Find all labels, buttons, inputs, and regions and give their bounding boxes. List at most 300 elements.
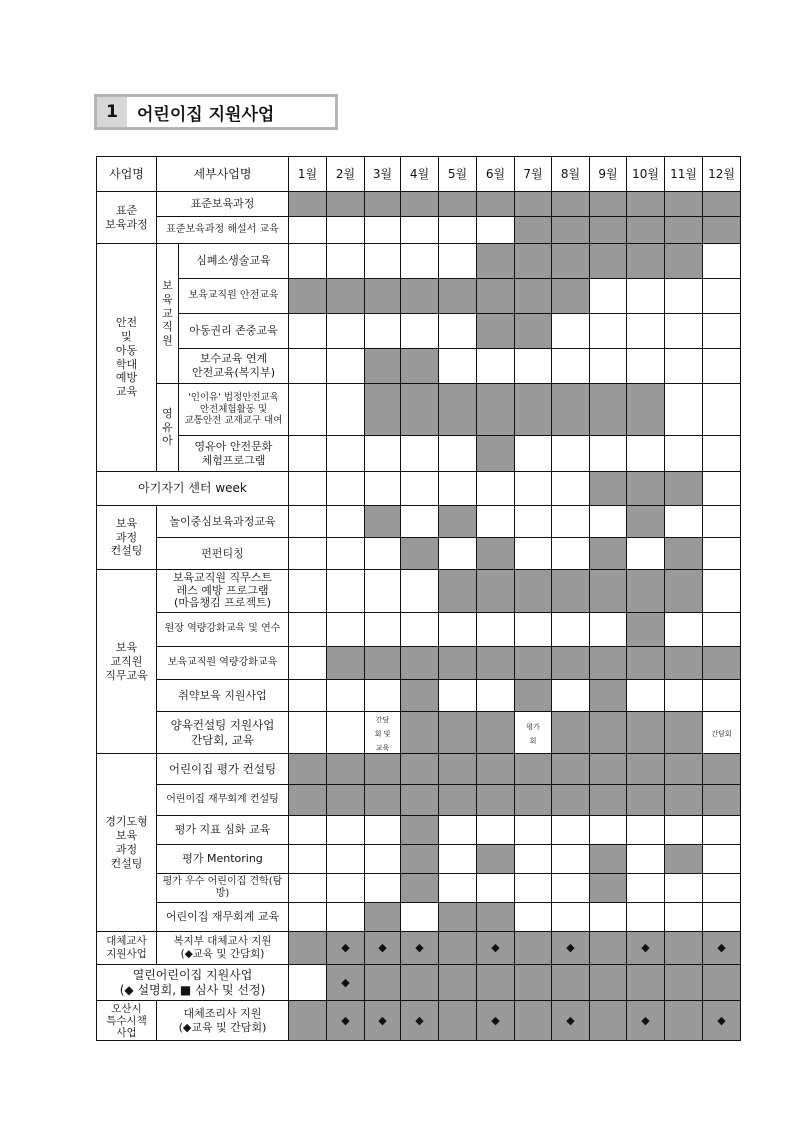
- month-cell-active: [477, 538, 515, 570]
- month-cell: [327, 903, 365, 932]
- month-cell-active: [477, 244, 515, 279]
- month-cell-active: [477, 712, 515, 754]
- month-cell-active: [590, 845, 627, 874]
- month-cell-active: [365, 506, 401, 538]
- month-cell: [627, 903, 665, 932]
- month-cell: [365, 436, 401, 472]
- month-cell-active: [401, 816, 439, 845]
- month-cell: [665, 680, 703, 712]
- table-row: [97, 754, 741, 785]
- month-cell: [327, 613, 365, 647]
- month-cell: [703, 384, 741, 436]
- month-cell-active: [627, 244, 665, 279]
- month-cell-active: [477, 903, 515, 932]
- month-cell: [289, 816, 327, 845]
- row-label: 펀펀티칭: [157, 538, 289, 570]
- row-label: 어린이집 재무회계 컨설팅: [157, 785, 289, 816]
- month-cell-marked: ◆: [627, 1001, 665, 1041]
- header-month: 5월: [439, 157, 477, 192]
- table-row: [97, 845, 741, 874]
- month-cell: [365, 845, 401, 874]
- month-cell: [703, 472, 741, 506]
- group-staff: [97, 570, 157, 754]
- subgroup-teachers: [157, 244, 179, 384]
- month-cell: [289, 647, 327, 680]
- month-cell-active: [289, 932, 327, 965]
- month-cell-active: [590, 712, 627, 754]
- row-label: 보육교직원 직무스트 레스 예방 프로그램 (마음챙김 프로젝트): [157, 570, 289, 613]
- month-cell-active: [365, 903, 401, 932]
- month-cell: [439, 472, 477, 506]
- month-cell-active: [665, 472, 703, 506]
- month-cell-marked: ◆: [703, 932, 741, 965]
- month-cell-active: [327, 192, 365, 217]
- month-cell-active: [401, 712, 439, 754]
- header-month: 12월: [703, 157, 741, 192]
- month-cell: [703, 845, 741, 874]
- month-cell: [439, 538, 477, 570]
- month-cell: [365, 244, 401, 279]
- table-row: [97, 217, 741, 244]
- month-cell: [327, 538, 365, 570]
- month-cell: [665, 314, 703, 349]
- month-cell-active: [590, 384, 627, 436]
- month-cell-marked: ◆: [327, 1001, 365, 1041]
- month-cell: [289, 436, 327, 472]
- month-cell-active: [665, 932, 703, 965]
- month-cell: [590, 314, 627, 349]
- month-cell-active: [439, 903, 477, 932]
- month-cell: [477, 613, 515, 647]
- group-osan: [97, 1001, 157, 1041]
- row-label: 어린이집 재무회계 교육: [157, 903, 289, 932]
- month-cell: [477, 816, 515, 845]
- month-cell-active: [477, 570, 515, 613]
- month-cell-active: [401, 192, 439, 217]
- month-cell: [665, 279, 703, 314]
- row-label: 원장 역량강화교육 및 연수: [157, 613, 289, 647]
- month-cell-active: [401, 349, 439, 384]
- month-cell-active: [552, 712, 590, 754]
- month-cell-active: [515, 570, 552, 613]
- month-cell-active: [515, 244, 552, 279]
- month-cell: [289, 712, 327, 754]
- row-label: 열린어린이집 지원사업 (◆ 설명회, ■ 심사 및 선정): [97, 965, 289, 1001]
- month-cell-active: [439, 754, 477, 785]
- month-cell: [552, 613, 590, 647]
- month-cell: [289, 349, 327, 384]
- month-cell: [703, 816, 741, 845]
- month-cell-active: [439, 570, 477, 613]
- header-month: 9월: [590, 157, 627, 192]
- month-cell: [515, 816, 552, 845]
- month-cell-active: [289, 279, 327, 314]
- month-cell: [590, 816, 627, 845]
- month-cell-active: [515, 217, 552, 244]
- month-cell: [327, 712, 365, 754]
- month-cell: [289, 384, 327, 436]
- header-month: 4월: [401, 157, 439, 192]
- month-cell: [703, 349, 741, 384]
- month-cell-marked: ◆: [552, 1001, 590, 1041]
- month-cell-active: [590, 244, 627, 279]
- header-program: 사업명: [97, 157, 157, 192]
- month-cell: [401, 244, 439, 279]
- month-cell-active: [401, 845, 439, 874]
- group-consult: [97, 506, 157, 570]
- month-cell-active: [665, 538, 703, 570]
- month-cell: [515, 538, 552, 570]
- row-label: 양육컨설팅 지원사업 간담회, 교육: [157, 712, 289, 754]
- month-cell: [439, 680, 477, 712]
- month-cell: [477, 680, 515, 712]
- month-cell-active: [627, 712, 665, 754]
- month-cell-active: [365, 349, 401, 384]
- month-cell-active: [665, 217, 703, 244]
- month-cell-active: [665, 192, 703, 217]
- month-cell-active: [552, 570, 590, 613]
- table-row: [97, 647, 741, 680]
- month-cell-active: [590, 1001, 627, 1041]
- month-cell-active: [439, 932, 477, 965]
- month-cell-active: [552, 647, 590, 680]
- month-cell: [552, 845, 590, 874]
- group-label: 보육 과정 컨설팅: [110, 516, 143, 558]
- month-cell: [439, 613, 477, 647]
- month-cell: [289, 845, 327, 874]
- month-cell-active: [590, 647, 627, 680]
- month-cell: [439, 874, 477, 903]
- row-label: 대체조리사 지원 (◆교육 및 간담회): [157, 1001, 289, 1041]
- month-cell-active: [590, 192, 627, 217]
- month-cell: [703, 874, 741, 903]
- month-cell: [703, 903, 741, 932]
- month-cell: [703, 244, 741, 279]
- month-cell: [327, 680, 365, 712]
- month-cell-active: [439, 712, 477, 754]
- month-cell: [327, 472, 365, 506]
- month-cell-active: [703, 192, 741, 217]
- month-cell-marked: ◆: [552, 932, 590, 965]
- month-cell-active: [401, 965, 439, 1001]
- note-march: [365, 712, 401, 754]
- month-cell: [515, 903, 552, 932]
- month-cell-active: [439, 506, 477, 538]
- month-cell-active: [590, 965, 627, 1001]
- month-cell: [439, 436, 477, 472]
- row-label: 평가 우수 어린이집 견학(탐방): [157, 874, 289, 903]
- month-cell: [552, 816, 590, 845]
- note-text: 간담 회 및 교육: [374, 716, 391, 752]
- table-row: [97, 192, 741, 217]
- month-cell: [665, 436, 703, 472]
- month-cell: [665, 816, 703, 845]
- month-cell: [552, 314, 590, 349]
- month-cell-active: [515, 680, 552, 712]
- month-cell: [289, 965, 327, 1001]
- section-heading: [94, 94, 338, 130]
- group-safety: [97, 244, 157, 472]
- month-cell-active: [515, 384, 552, 436]
- month-cell: [627, 314, 665, 349]
- month-cell: [401, 472, 439, 506]
- month-cell: [289, 506, 327, 538]
- month-cell: [703, 570, 741, 613]
- month-cell: [703, 538, 741, 570]
- month-cell-active: [552, 244, 590, 279]
- row-label: 복지부 대체교사 지원 (◆교육 및 간담회): [157, 932, 289, 965]
- month-cell-active: [703, 647, 741, 680]
- month-cell-active: [627, 192, 665, 217]
- month-cell-active: [703, 785, 741, 816]
- month-cell: [401, 903, 439, 932]
- month-cell: [401, 613, 439, 647]
- month-cell-active: [477, 314, 515, 349]
- month-cell-active: [439, 384, 477, 436]
- table-row: [97, 279, 741, 314]
- table-row: [97, 436, 741, 472]
- month-cell-active: [590, 217, 627, 244]
- month-cell: [365, 314, 401, 349]
- month-cell-active: [439, 647, 477, 680]
- month-cell: [552, 436, 590, 472]
- month-cell: [289, 217, 327, 244]
- row-label: 보육교직원 역량강화교육: [157, 647, 289, 680]
- table-row: [97, 506, 741, 538]
- month-cell: [401, 570, 439, 613]
- month-cell: [401, 314, 439, 349]
- month-cell: [289, 680, 327, 712]
- month-cell-active: [627, 570, 665, 613]
- month-cell: [665, 613, 703, 647]
- header-row: [97, 157, 741, 192]
- month-cell-active: [665, 965, 703, 1001]
- month-cell-active: [477, 647, 515, 680]
- month-cell: [289, 314, 327, 349]
- month-cell: [365, 472, 401, 506]
- month-cell-marked: ◆: [401, 1001, 439, 1041]
- month-cell-active: [327, 785, 365, 816]
- group-substitute: [97, 932, 157, 965]
- row-label: 놀이중심보육과정교육: [157, 506, 289, 538]
- month-cell: [552, 538, 590, 570]
- row-label: 아동권리 존중교육: [179, 314, 289, 349]
- header-month: 10월: [627, 157, 665, 192]
- month-cell-active: [627, 785, 665, 816]
- month-cell: [327, 244, 365, 279]
- section-number: 1: [97, 97, 127, 127]
- month-cell: [703, 506, 741, 538]
- month-cell-active: [590, 538, 627, 570]
- month-cell: [515, 472, 552, 506]
- month-cell-active: [515, 279, 552, 314]
- month-cell: [401, 217, 439, 244]
- month-cell-active: [590, 932, 627, 965]
- month-cell: [552, 874, 590, 903]
- month-cell: [590, 506, 627, 538]
- schedule-table: [96, 156, 741, 1041]
- month-cell-active: [515, 192, 552, 217]
- month-cell: [552, 680, 590, 712]
- month-cell-active: [365, 192, 401, 217]
- table-row: [97, 244, 741, 279]
- header-month: 3월: [365, 157, 401, 192]
- month-cell-active: [703, 965, 741, 1001]
- group-label: 경기도형 보육 과정 컨설팅: [105, 815, 148, 870]
- month-cell: [627, 680, 665, 712]
- month-cell: [665, 349, 703, 384]
- month-cell-active: [401, 538, 439, 570]
- month-cell-active: [365, 965, 401, 1001]
- month-cell: [703, 314, 741, 349]
- month-cell-marked: ◆: [401, 932, 439, 965]
- table-row: [97, 932, 741, 965]
- month-cell: [590, 436, 627, 472]
- month-cell-active: [552, 279, 590, 314]
- month-cell: [477, 349, 515, 384]
- month-cell-active: [552, 217, 590, 244]
- month-cell-marked: ◆: [477, 932, 515, 965]
- subgroup-label: 보 육 교 직 원: [162, 279, 173, 348]
- month-cell: [439, 314, 477, 349]
- month-cell-marked: ◆: [327, 965, 365, 1001]
- month-cell-active: [515, 647, 552, 680]
- month-cell: [515, 349, 552, 384]
- section-title: 어린이집 지원사업: [137, 104, 275, 125]
- month-cell-active: [627, 472, 665, 506]
- month-cell-active: [627, 965, 665, 1001]
- subgroup-children: [157, 384, 179, 472]
- month-cell-active: [327, 754, 365, 785]
- group-standard: [97, 192, 157, 244]
- month-cell: [552, 472, 590, 506]
- table-row: [97, 384, 741, 436]
- month-cell-active: [590, 874, 627, 903]
- month-cell: [365, 570, 401, 613]
- month-cell-active: [515, 754, 552, 785]
- month-cell-active: [665, 845, 703, 874]
- month-cell: [665, 903, 703, 932]
- month-cell-active: [289, 785, 327, 816]
- month-cell: [327, 217, 365, 244]
- month-cell: [703, 436, 741, 472]
- month-cell-active: [627, 613, 665, 647]
- row-label: 어린이집 평가 컨설팅: [157, 754, 289, 785]
- month-cell: [289, 874, 327, 903]
- month-cell-active: [515, 1001, 552, 1041]
- month-cell: [477, 874, 515, 903]
- month-cell: [439, 244, 477, 279]
- note-july: [515, 712, 552, 754]
- table-row: [97, 472, 741, 506]
- month-cell: [439, 816, 477, 845]
- month-cell-active: [477, 192, 515, 217]
- month-cell: [327, 436, 365, 472]
- month-cell: [590, 903, 627, 932]
- row-label: 보수교육 연계 안전교육(복지부): [179, 349, 289, 384]
- month-cell-active: [627, 217, 665, 244]
- month-cell-marked: ◆: [365, 1001, 401, 1041]
- table-row: [97, 570, 741, 613]
- month-cell: [552, 903, 590, 932]
- month-cell-active: [477, 436, 515, 472]
- subgroup-label: 영 유 아: [162, 406, 173, 448]
- month-cell-marked: ◆: [703, 1001, 741, 1041]
- month-cell-active: [477, 785, 515, 816]
- month-cell: [627, 816, 665, 845]
- month-cell-active: [703, 754, 741, 785]
- month-cell: [327, 384, 365, 436]
- month-cell-active: [477, 965, 515, 1001]
- group-label: 오산시 특수시책 사업: [106, 1002, 147, 1039]
- month-cell: [552, 349, 590, 384]
- row-label: 취약보육 지원사업: [157, 680, 289, 712]
- month-cell-active: [665, 712, 703, 754]
- month-cell: [665, 384, 703, 436]
- month-cell: [477, 217, 515, 244]
- header-month: 6월: [477, 157, 515, 192]
- header-month: 11월: [665, 157, 703, 192]
- group-label: 안전 및 아동 학대 예방 교육: [115, 316, 138, 398]
- month-cell-active: [627, 384, 665, 436]
- month-cell: [439, 217, 477, 244]
- header-month: 1월: [289, 157, 327, 192]
- row-label: 표준보육과정 해설서 교육: [157, 217, 289, 244]
- note-text: 간담회: [711, 729, 732, 738]
- month-cell-active: [590, 472, 627, 506]
- row-label: 영유아 안전문화 체험프로그램: [179, 436, 289, 472]
- month-cell-active: [401, 785, 439, 816]
- month-cell-active: [365, 785, 401, 816]
- month-cell-active: [665, 647, 703, 680]
- month-cell-active: [477, 279, 515, 314]
- month-cell: [327, 314, 365, 349]
- month-cell-active: [515, 785, 552, 816]
- group-label: 표준 보육과정: [105, 203, 148, 231]
- row-label: 표준보육과정: [157, 192, 289, 217]
- month-cell: [365, 217, 401, 244]
- month-cell-active: [590, 570, 627, 613]
- month-cell-active: [665, 754, 703, 785]
- note-december: [703, 712, 741, 754]
- month-cell-active: [439, 279, 477, 314]
- month-cell-active: [552, 965, 590, 1001]
- group-label: 대체교사 지원사업: [106, 935, 147, 961]
- group-gyeonggi: [97, 754, 157, 932]
- row-label: 보육교직원 안전교육: [179, 279, 289, 314]
- month-cell-active: [289, 754, 327, 785]
- month-cell-active: [439, 192, 477, 217]
- month-cell-active: [665, 244, 703, 279]
- month-cell-active: [365, 754, 401, 785]
- month-cell: [703, 680, 741, 712]
- month-cell-active: [552, 754, 590, 785]
- month-cell-active: [552, 785, 590, 816]
- table-row: [97, 538, 741, 570]
- month-cell-marked: ◆: [477, 1001, 515, 1041]
- month-cell-active: [289, 1001, 327, 1041]
- month-cell-active: [401, 754, 439, 785]
- month-cell: [365, 680, 401, 712]
- table-row: [97, 965, 741, 1001]
- table-row: [97, 1001, 741, 1041]
- table-row: [97, 314, 741, 349]
- header-month: 8월: [552, 157, 590, 192]
- month-cell: [590, 349, 627, 384]
- month-cell-active: [515, 932, 552, 965]
- month-cell: [327, 816, 365, 845]
- header-month: 2월: [327, 157, 365, 192]
